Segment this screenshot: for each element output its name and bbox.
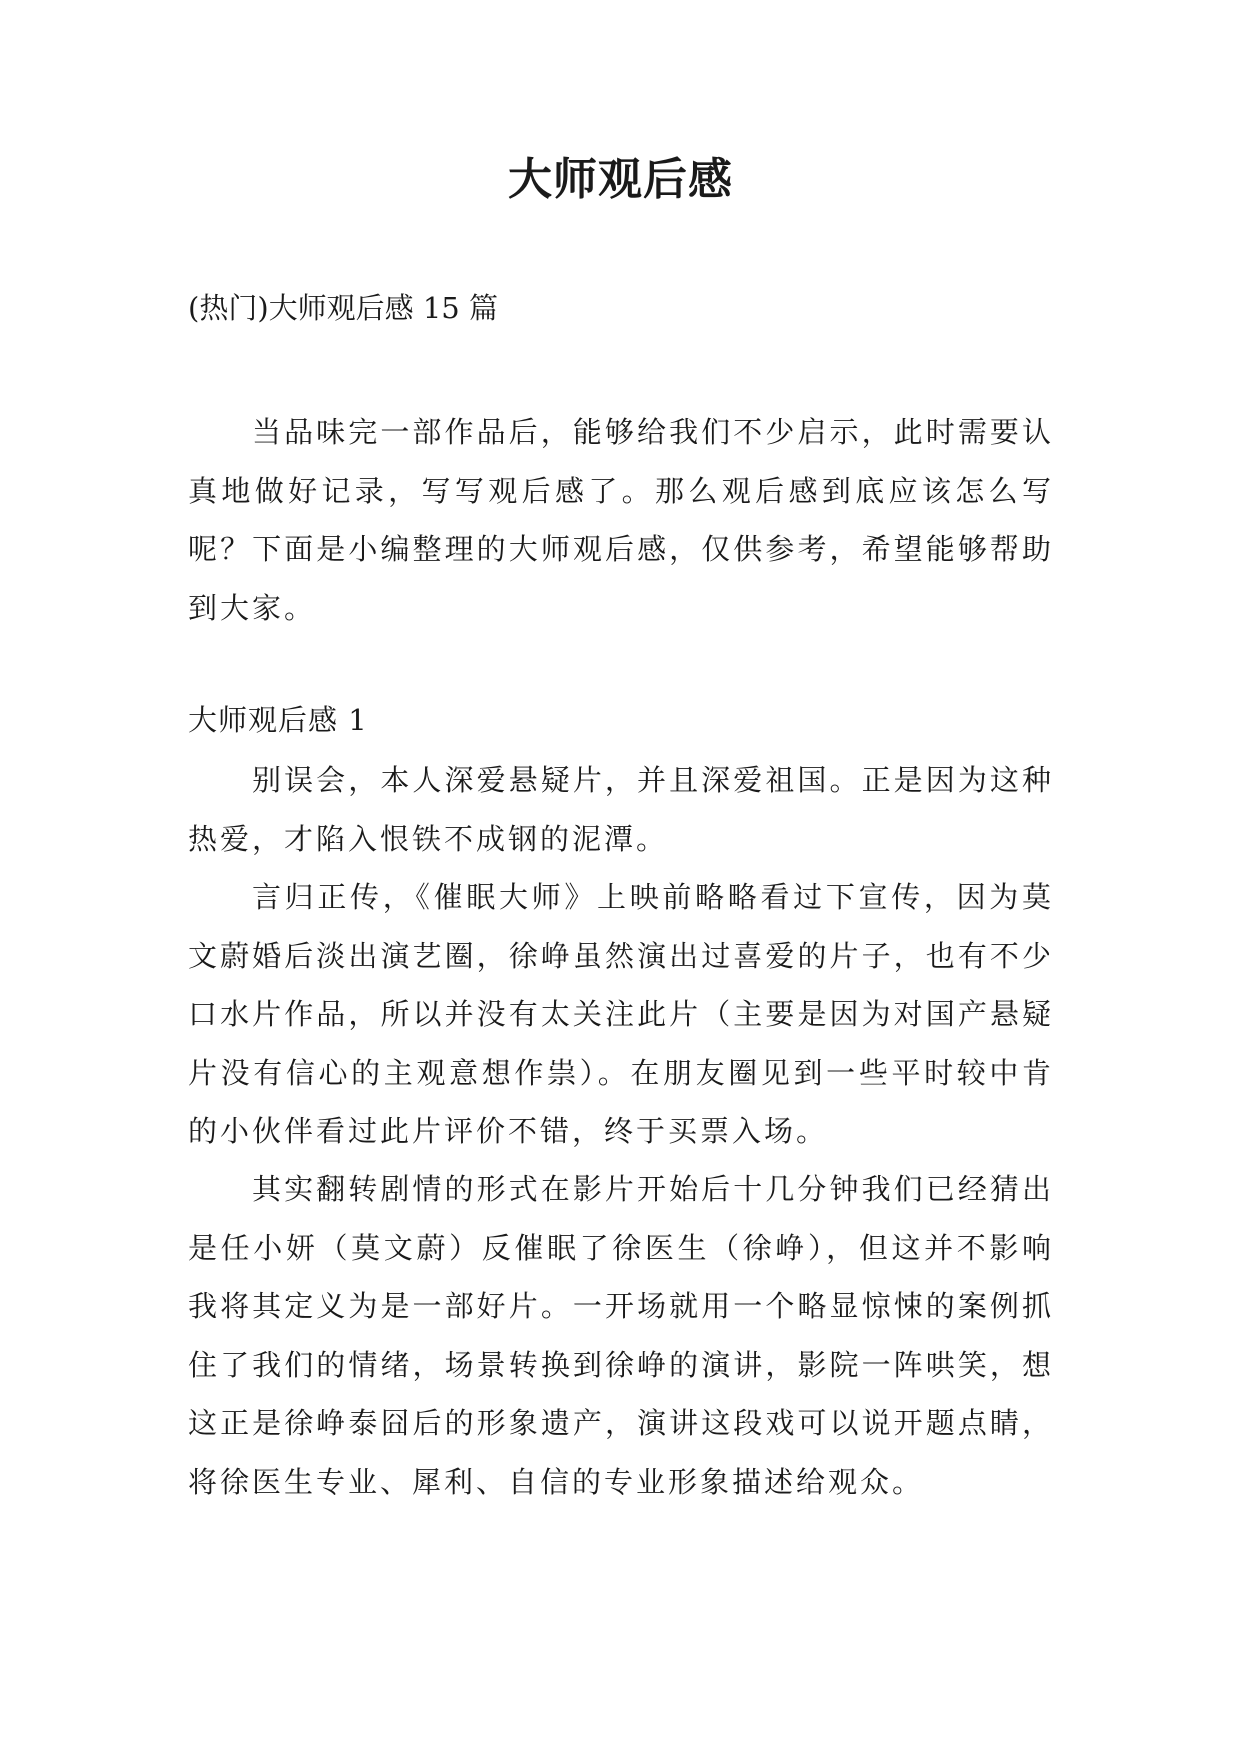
section-heading: 大师观后感 1 [188, 703, 368, 737]
body-paragraph-3: 其实翻转剧情的形式在影片开始后十几分钟我们已经猜出是任小妍（莫文蔚）反催眠了徐医生（徐峥），但这并不影响我将其定义为是一部好片。一开场就用一个略显惊悚的案例抓住了我们的情绪，场景转换到徐峥的演讲，影院一阵哄笑，想这正是徐峥泰囧后的形象遗产，演讲这段戏可以说开题点睛，将徐医生专业、犀利、自信的专业形象描述给观众。 [188, 1172, 1054, 1499]
document-subtitle: (热门)大师观后感 15 篇 [188, 291, 498, 325]
intro-paragraph: 当品味完一部作品后，能够给我们不少启示，此时需要认真地做好记录，写写观后感了。那么观后感到底应该怎么写呢？下面是小编整理的大师观后感，仅供参考，希望能够帮助到大家。 [188, 415, 1054, 625]
body-paragraph-2: 言归正传，《催眠大师》上映前略略看过下宣传，因为莫文蔚婚后淡出演艺圈，徐峥虽然演出过喜爱的片子，也有不少口水片作品，所以并没有太关注此片（主要是因为对国产悬疑片没有信心的主观意想作祟）。在朋友圈见到一些平时较中肯的小伙伴看过此片评价不错，终于买票入场。 [188, 880, 1054, 1148]
page-title: 大师观后感 [508, 154, 733, 205]
body-paragraph-1: 别误会，本人深爱悬疑片，并且深爱祖国。正是因为这种热爱，才陷入恨铁不成钢的泥潭。 [188, 763, 1054, 856]
